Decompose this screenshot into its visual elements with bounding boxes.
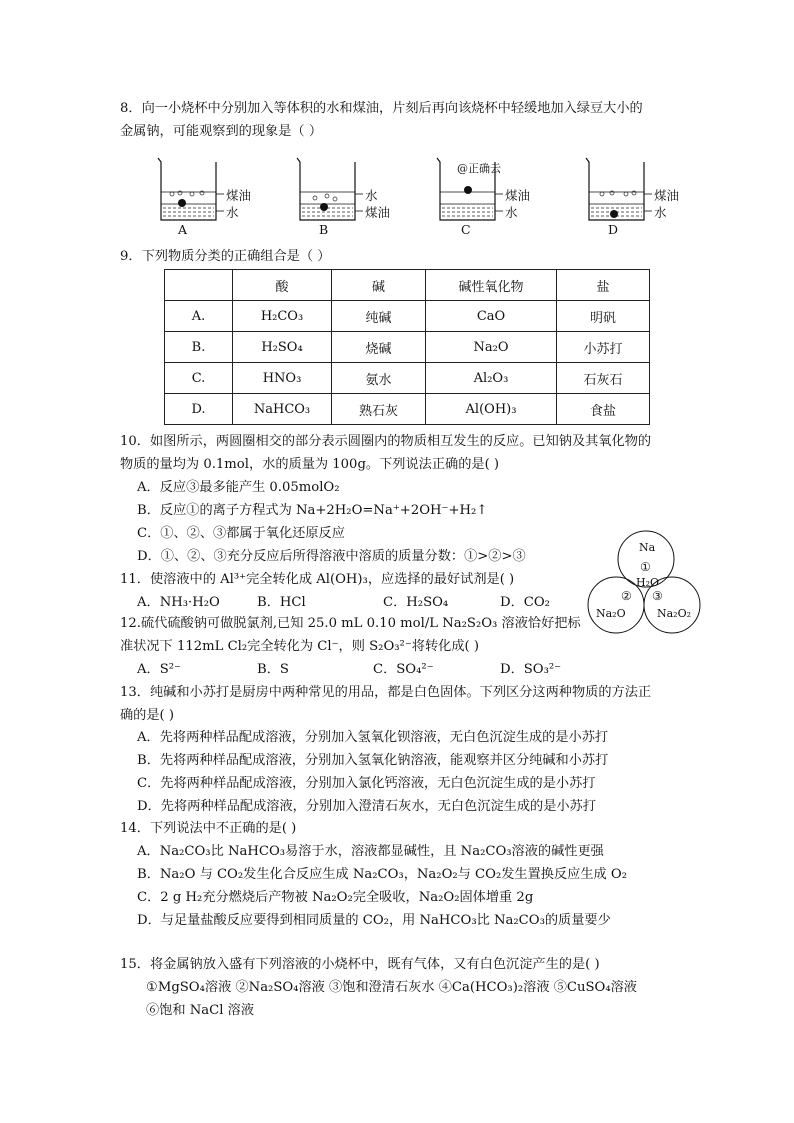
venn-label-na2o: Na₂O xyxy=(596,607,626,620)
q13-option-d[interactable]: D．先将两种样品配成溶液，分别加入澄清石灰水，无白色沉淀生成的是小苏打 xyxy=(137,799,596,814)
table-cell: CaO xyxy=(426,301,557,332)
q14-option-a[interactable]: A．Na₂CO₃比 NaHCO₃易溶于水，溶液都显碱性，且 Na₂CO₃溶液的碱性更强 xyxy=(137,844,604,859)
q14-option-d[interactable]: D．与足量盐酸反应要得到相同质量的 CO₂，用 NaHCO₃比 Na₂CO₃的质量要少 xyxy=(137,913,611,928)
q8-stem-line1: 8．向一小烧杯中分别加入等体积的水和煤油，片刻后再向该烧杯中轻缓地加入绿豆大小的 xyxy=(120,101,643,116)
q14-option-b[interactable]: B．Na₂O 与 CO₂发生化合反应生成 Na₂CO₃，Na₂O₂与 CO₂发生置换反应生成 O₂ xyxy=(137,867,628,882)
q13-stem-line1: 13．纯碱和小苏打是厨房中两种常见的用品，都是白色固体。下列区分这两种物质的方法正 xyxy=(120,685,652,700)
table-cell: H₂SO₄ xyxy=(233,332,332,363)
table-cell: 食盐 xyxy=(557,394,650,425)
table-cell: C. xyxy=(165,363,233,394)
beaker-b[interactable] xyxy=(291,156,391,246)
q13-option-c[interactable]: C．先将两种样品配成溶液，分别加入氯化钙溶液，无白色沉淀生成的是小苏打 xyxy=(137,776,596,791)
q12-option-b[interactable]: B．S xyxy=(257,662,289,677)
q11-stem: 11．使溶液中的 Al³⁺完全转化成 Al(OH)₃，应选择的最好试剂是( ) xyxy=(120,572,515,587)
venn-label-na2o2: Na₂O₂ xyxy=(657,607,692,620)
table-cell: B. xyxy=(165,332,233,363)
q14-stem: 14．下列说法中不正确的是( ) xyxy=(120,821,297,836)
table-header-cell xyxy=(165,270,233,301)
table-row[interactable] xyxy=(165,363,650,394)
table-row[interactable] xyxy=(165,301,650,332)
table-row[interactable] xyxy=(165,332,650,363)
q10-stem-line2: 物质的量均为 0.1mol，水的质量为 100g。下列说法正确的是( ) xyxy=(120,457,500,472)
q11-option-b[interactable]: B．HCl xyxy=(257,595,306,610)
q10-option-a[interactable]: A．反应③最多能产生 0.05molO₂ xyxy=(137,480,340,495)
table-header-cell: 碱 xyxy=(332,270,426,301)
watermark-text: @正确云 xyxy=(457,162,501,175)
beaker-c-top-label: 煤油 xyxy=(505,188,531,203)
table-cell: Al₂O₃ xyxy=(426,363,557,394)
table-cell: 烧碱 xyxy=(332,332,426,363)
table-cell: H₂CO₃ xyxy=(233,301,332,332)
q12-option-a[interactable]: A．S²⁻ xyxy=(137,662,181,677)
table-cell: A. xyxy=(165,301,233,332)
q13-option-a[interactable]: A．先将两种样品配成溶液，分别加入氢氧化钡溶液，无白色沉淀生成的是小苏打 xyxy=(137,730,609,745)
q10-option-c[interactable]: C．①、②、③都属于氧化还原反应 xyxy=(137,526,345,541)
q13-option-b[interactable]: B．先将两种样品配成溶液，分别加入氢氧化钠溶液，能观察并区分纯碱和小苏打 xyxy=(137,753,609,768)
q10-stem-line1: 10．如图所示，两圆圈相交的部分表示圆圈内的物质相互发生的反应。已知钠及其氧化物的 xyxy=(120,434,652,449)
venn-label-h2o: H₂O xyxy=(636,576,660,589)
table-header-cell: 盐 xyxy=(557,270,650,301)
q11-option-c[interactable]: C．H₂SO₄ xyxy=(383,595,449,610)
q14-option-c[interactable]: C．2 g H₂充分燃烧后产物被 Na₂O₂完全吸收，Na₂O₂固体增重 2g xyxy=(137,890,534,905)
q15-choices-line2: ⑥饱和 NaCl 溶液 xyxy=(146,1003,255,1018)
table-header-row xyxy=(165,270,650,301)
table-cell: Na₂O xyxy=(426,332,557,363)
table-header-cell: 碱性氧化物 xyxy=(426,270,557,301)
q11-option-a[interactable]: A．NH₃·H₂O xyxy=(137,595,220,610)
q13-stem-line2: 确的是( ) xyxy=(120,708,175,723)
table-cell: 小苏打 xyxy=(557,332,650,363)
beaker-c-bottom-label: 水 xyxy=(505,205,518,220)
table-row[interactable] xyxy=(165,394,650,425)
table-cell: 石灰石 xyxy=(557,363,650,394)
classification-table xyxy=(164,269,650,425)
table-header-cell: 酸 xyxy=(233,270,332,301)
venn-number-3: ③ xyxy=(652,589,663,603)
beaker-a-bottom-label: 水 xyxy=(226,205,239,220)
venn-number-1: ① xyxy=(640,560,651,574)
venn-label-na: Na xyxy=(639,541,656,554)
beaker-c[interactable] xyxy=(431,156,531,246)
beaker-c-letter: C xyxy=(461,222,471,237)
beaker-a-top-label: 煤油 xyxy=(226,188,252,203)
beaker-d-letter: D xyxy=(608,222,619,237)
beaker-d[interactable] xyxy=(580,156,680,246)
venn-number-2: ② xyxy=(621,589,632,603)
table-cell: 纯碱 xyxy=(332,301,426,332)
q12-stem-line1: 12.硫代硫酸钠可做脱氯剂,已知 25.0 mL 0.10 mol/L Na₂S₂O₃ 溶液恰好把标 xyxy=(120,616,581,631)
q8-stem-line2: 金属钠，可能观察到的现象是（ ） xyxy=(120,124,323,139)
table-cell: HNO₃ xyxy=(233,363,332,394)
table-cell: 氨水 xyxy=(332,363,426,394)
beaker-a[interactable] xyxy=(152,156,252,246)
beaker-b-top-label: 水 xyxy=(365,188,378,203)
q15-choices-line1: ①MgSO₄溶液 ②Na₂SO₄溶液 ③饱和澄清石灰水 ④Ca(HCO₃)₂溶液 ⑤CuSO₄溶液 xyxy=(146,980,637,995)
q10-option-d[interactable]: D．①、②、③充分反应后所得溶液中溶质的质量分数：①>②>③ xyxy=(137,549,526,564)
q15-stem: 15．将金属钠放入盛有下列溶液的小烧杯中，既有气体，又有白色沉淀产生的是( ) xyxy=(120,957,600,972)
table-cell: NaHCO₃ xyxy=(233,394,332,425)
table-cell: D. xyxy=(165,394,233,425)
table-cell: 熟石灰 xyxy=(332,394,426,425)
q12-option-d[interactable]: D．SO₃²⁻ xyxy=(500,662,562,677)
beaker-b-letter: B xyxy=(319,222,329,237)
q9-stem: 9．下列物质分类的正确组合是（ ） xyxy=(120,249,331,264)
table-cell: Al(OH)₃ xyxy=(426,394,557,425)
q11-option-d[interactable]: D．CO₂ xyxy=(500,595,550,610)
q12-stem-line2: 准状况下 112mL Cl₂完全转化为 Cl⁻，则 S₂O₃²⁻将转化成( ) xyxy=(120,639,480,654)
beaker-d-bottom-label: 水 xyxy=(654,205,667,220)
beaker-b-bottom-label: 煤油 xyxy=(365,205,391,220)
beaker-d-top-label: 煤油 xyxy=(654,188,680,203)
beaker-a-letter: A xyxy=(178,222,188,237)
table-cell: 明矾 xyxy=(557,301,650,332)
q12-option-c[interactable]: C．SO₄²⁻ xyxy=(373,662,434,677)
q10-option-b[interactable]: B．反应①的离子方程式为 Na+2H₂O=Na⁺+2OH⁻+H₂↑ xyxy=(137,503,488,518)
